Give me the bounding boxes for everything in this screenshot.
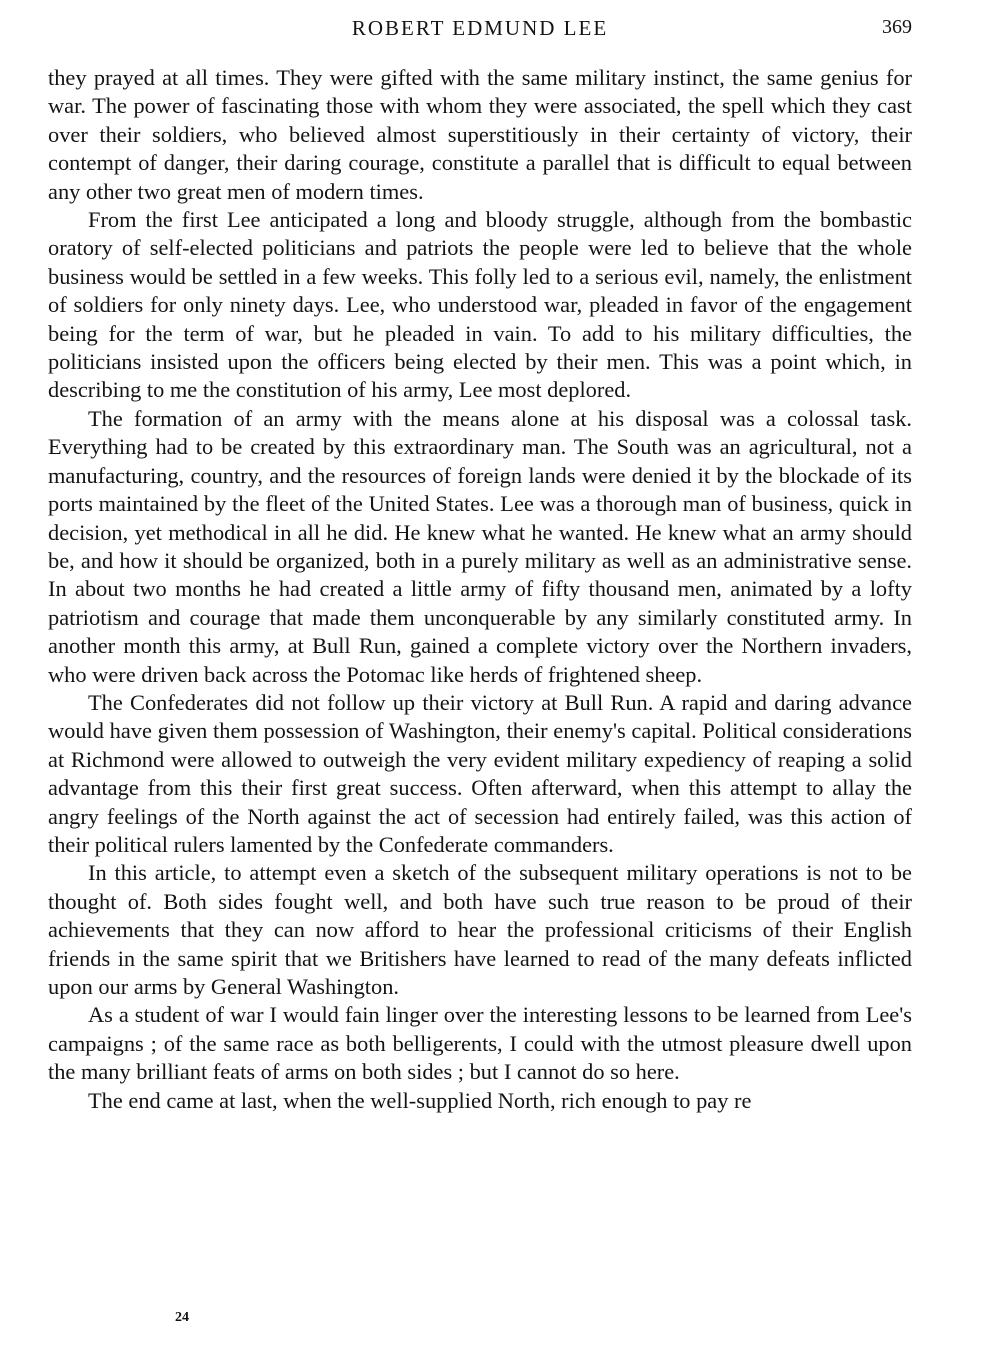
paragraph: As a student of war I would fain linger over the interesting lessons to be learned from Lee's campaigns ; of the same race as both belligerents, I could with the utmost pleasure dwell upon the many brilliant feats of arms on both sides ; but I cannot do so here.	[48, 1002, 912, 1085]
running-title: ROBERT EDMUND LEE	[351, 16, 609, 40]
page-number: 369	[882, 16, 912, 38]
paragraph-truncated: The end came at last, when the well-supplied North, rich enough to pay re	[88, 1087, 752, 1113]
paragraph: The Confederates did not follow up their victory at Bull Run. A rapid and daring advance would have given them possession of Washington, their enemy's capital. Political considerations at Richmond were allowed to outweigh the very evident military expediency of reaping a solid advantage from this their first great success. Often afterward, when this attempt to allay the angry feelings of the North against the act of secession had entirely failed, was this action of their political rulers lamented by the Confederate commanders.	[48, 689, 912, 857]
paragraph: The formation of an army with the means alone at his disposal was a colossal task. Everything had to be created by this extraordinary man. The South was an agricultural, not a manufacturing, country, and the resources of foreign lands were denied it by the blockade of its ports maintained by the fleet of the United States. Lee was a thorough man of business, quick in decision, yet methodical in all he did. He knew what he wanted. He knew what an army should be, and how it should be organized, both in a purely military as well as an administrative sense. In about two months he had created a little army of fifty thousand men, animated by a lofty patriotism and courage that made them unconquerable by any similarly constituted army. In another month this army, at Bull Run, gained a complete victory over the Northern invaders, who were driven back across the Potomac like herds of frightened sheep.	[48, 405, 912, 687]
running-head	[48, 16, 912, 46]
signature-mark: 24	[175, 1310, 189, 1325]
paragraph: From the first Lee anticipated a long and bloody struggle, although from the bombastic oratory of self-elected politicians and patriots the people were led to believe that the whole business would be settled in a few weeks. This folly led to a serious evil, namely, the enlistment of soldiers for only ninety days. Lee, who understood war, pleaded in favor of the engagement being for the term of war, but he pleaded in vain. To add to his military difficulties, the politicians insisted upon the officers being elected by their men. This was a point which, in describing to me the constitution of his army, Lee most deplored.	[48, 207, 912, 403]
body-text	[48, 64, 912, 1115]
paragraph: In this article, to attempt even a sketch of the subsequent military operations is not to be thought of. Both sides fought well, and both have such true reason to be proud of their achievements that they can now afford to hear the professional criticisms of their English friends in the same spirit that we Britishers have learned to read of the many defeats inflicted upon our arms by General Washington.	[48, 860, 912, 999]
paragraph-continued: they prayed at all times. They were gifted with the same military instinct, the same genius for war. The power of fascinating those with whom they were associated, the spell which they cast over their soldiers, who believed almost superstitiously in their certainty of victory, their contempt of danger, their daring courage, constitute a parallel that is difficult to equal between any other two great men of modern times.	[48, 65, 912, 204]
